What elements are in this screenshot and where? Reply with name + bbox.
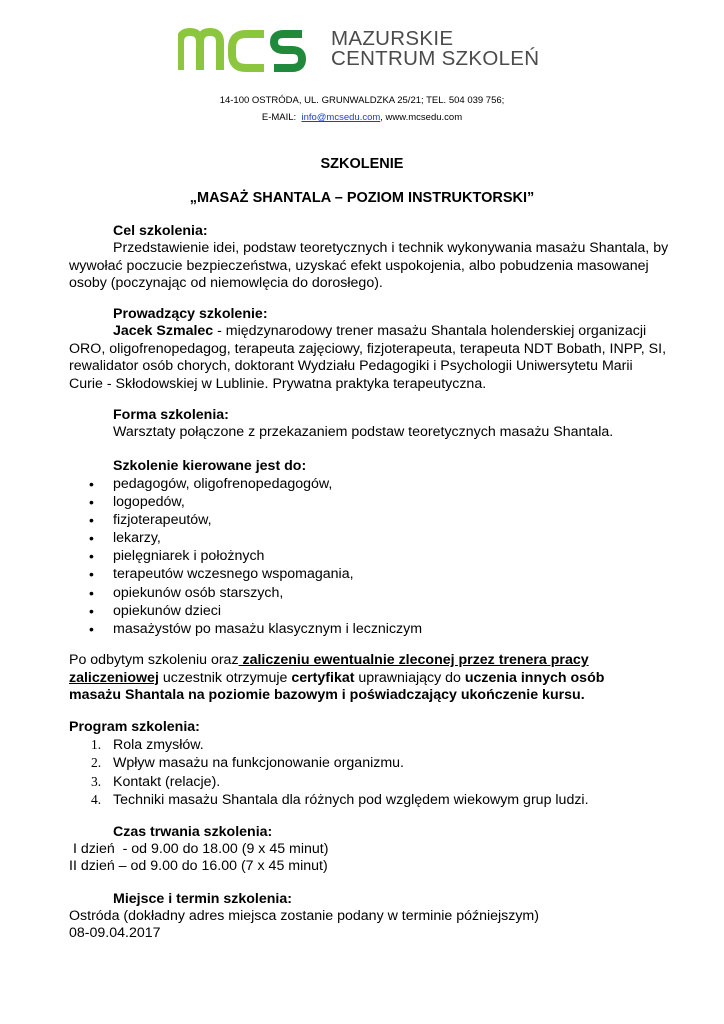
item-number: 4. [91, 791, 102, 807]
trainer-bio: - międzynarodowy trener masażu Shantala holenderskiej organizacji ORO, oligofrenopedagog, terapeuta zajęciowy, fizjoterapeuta, terapeuta NDT Bobath, INPP, SI, rewalidator osób chorych, doktorant Wydziału Pedagogiki i Psychologii Uniwersytetu Marii Curie - Skłodowskiej w Lublinie. Prywatna praktyka terapeutyczna. [69, 323, 667, 392]
trainer-paragraph [69, 323, 669, 393]
trainer-heading: Prowadzący szkolenie: [113, 306, 268, 322]
list-item: • masażystów po masażu klasycznym i leczniczym [69, 620, 422, 638]
item-number: 1. [91, 737, 102, 752]
item-number: 3. [91, 773, 102, 789]
list-item: • pielęgniarek i położnych [69, 547, 422, 565]
program-list [69, 736, 589, 809]
certificate-requirement: zaliczeniu ewentualnie zleconej przez trenera pracy zaliczeniowej [69, 652, 589, 686]
certificate-text-2: uczestnik otrzymuje [158, 669, 292, 686]
place-text: Ostróda (dokładny adres miejsca zostanie podany w terminie późniejszym) [69, 908, 539, 924]
audience-heading: Szkolenie kierowane jest do: [113, 458, 307, 474]
contact-line [0, 112, 724, 123]
item-text: Techniki masażu Shantala dla różnych pod względem wiekowym grup ludzi. [113, 791, 589, 808]
item-text: Wpływ masażu na funkcjonowanie organizmu. [113, 755, 404, 772]
address-line: 14-100 OSTRÓDA, UL. GRUNWALDZKA 25/21; TEL. 504 039 756; [219, 95, 505, 106]
duration-day-2: II dzień – od 9.00 do 16.00 (7 x 45 minut) [69, 858, 328, 874]
certificate-word: certyfikat [291, 669, 355, 686]
form-heading: Forma szkolenia: [113, 407, 229, 423]
brand-name [331, 29, 539, 69]
item-number: 2. [91, 755, 102, 771]
list-item [69, 791, 589, 809]
list-item [69, 773, 589, 791]
certificate-text-1: Po odbytym szkoleniu oraz [69, 652, 239, 668]
list-item: • fizjoterapeutów, [69, 511, 422, 529]
email-link[interactable]: info@mcsedu.com [301, 112, 381, 123]
list-item: • logopedów, [69, 493, 422, 511]
form-text: Warsztaty połączone z przekazaniem podstaw teoretycznych masażu Shantala. [113, 424, 614, 440]
mcs-logo-icon [178, 28, 328, 72]
doc-title: SZKOLENIE [320, 156, 404, 172]
certificate-rights: uczenia innych osób masażu Shantala na poziomie bazowym i poświadczający ukończenie kursu. [69, 669, 605, 703]
list-item: • terapeutów wczesnego wspomagania, [69, 565, 422, 583]
list-item [69, 736, 589, 754]
list-item [69, 754, 589, 772]
brand-line-1: MAZURSKIE [331, 27, 454, 50]
program-heading: Program szkolenia: [69, 719, 200, 735]
audience-list [69, 475, 422, 638]
item-text: Kontakt (relacje). [113, 773, 221, 790]
duration-day-1: I dzień - od 9.00 do 18.00 (9 x 45 minut) [69, 841, 329, 857]
list-item: • pedagogów, oligofrenopedagogów, [69, 475, 422, 493]
website-text: , www.mcsedu.com [380, 112, 463, 123]
email-label: E-MAIL: [261, 112, 297, 123]
list-item: • opiekunów osób starszych, [69, 584, 422, 602]
certificate-paragraph [69, 652, 629, 705]
list-item: • opiekunów dzieci [69, 602, 422, 620]
training-date: 08-09.04.2017 [69, 925, 161, 941]
list-item: • lekarzy, [69, 529, 422, 547]
goal-text: Przedstawienie idei, podstaw teoretycznych i technik wykonywania masażu Shantala, by wywołać poczucie bezpieczeństwa, uzyskać efekt uspokojenia, albo pobudzenia masowanej osoby (poczynając od niemowlęcia do dorosłego). [69, 240, 669, 291]
doc-subtitle: „MASAŻ SHANTALA – POZIOM INSTRUKTORSKI” [189, 190, 535, 206]
goal-heading: Cel szkolenia: [113, 223, 208, 239]
brand-line-2: CENTRUM SZKOLEŃ [331, 47, 540, 70]
place-heading: Miejsce i termin szkolenia: [113, 891, 292, 907]
duration-heading: Czas trwania szkolenia: [113, 824, 273, 840]
item-text: Rola zmysłów. [113, 737, 204, 753]
certificate-text-3: uprawniający do [354, 669, 465, 686]
trainer-name: Jacek Szmalec [113, 323, 214, 339]
